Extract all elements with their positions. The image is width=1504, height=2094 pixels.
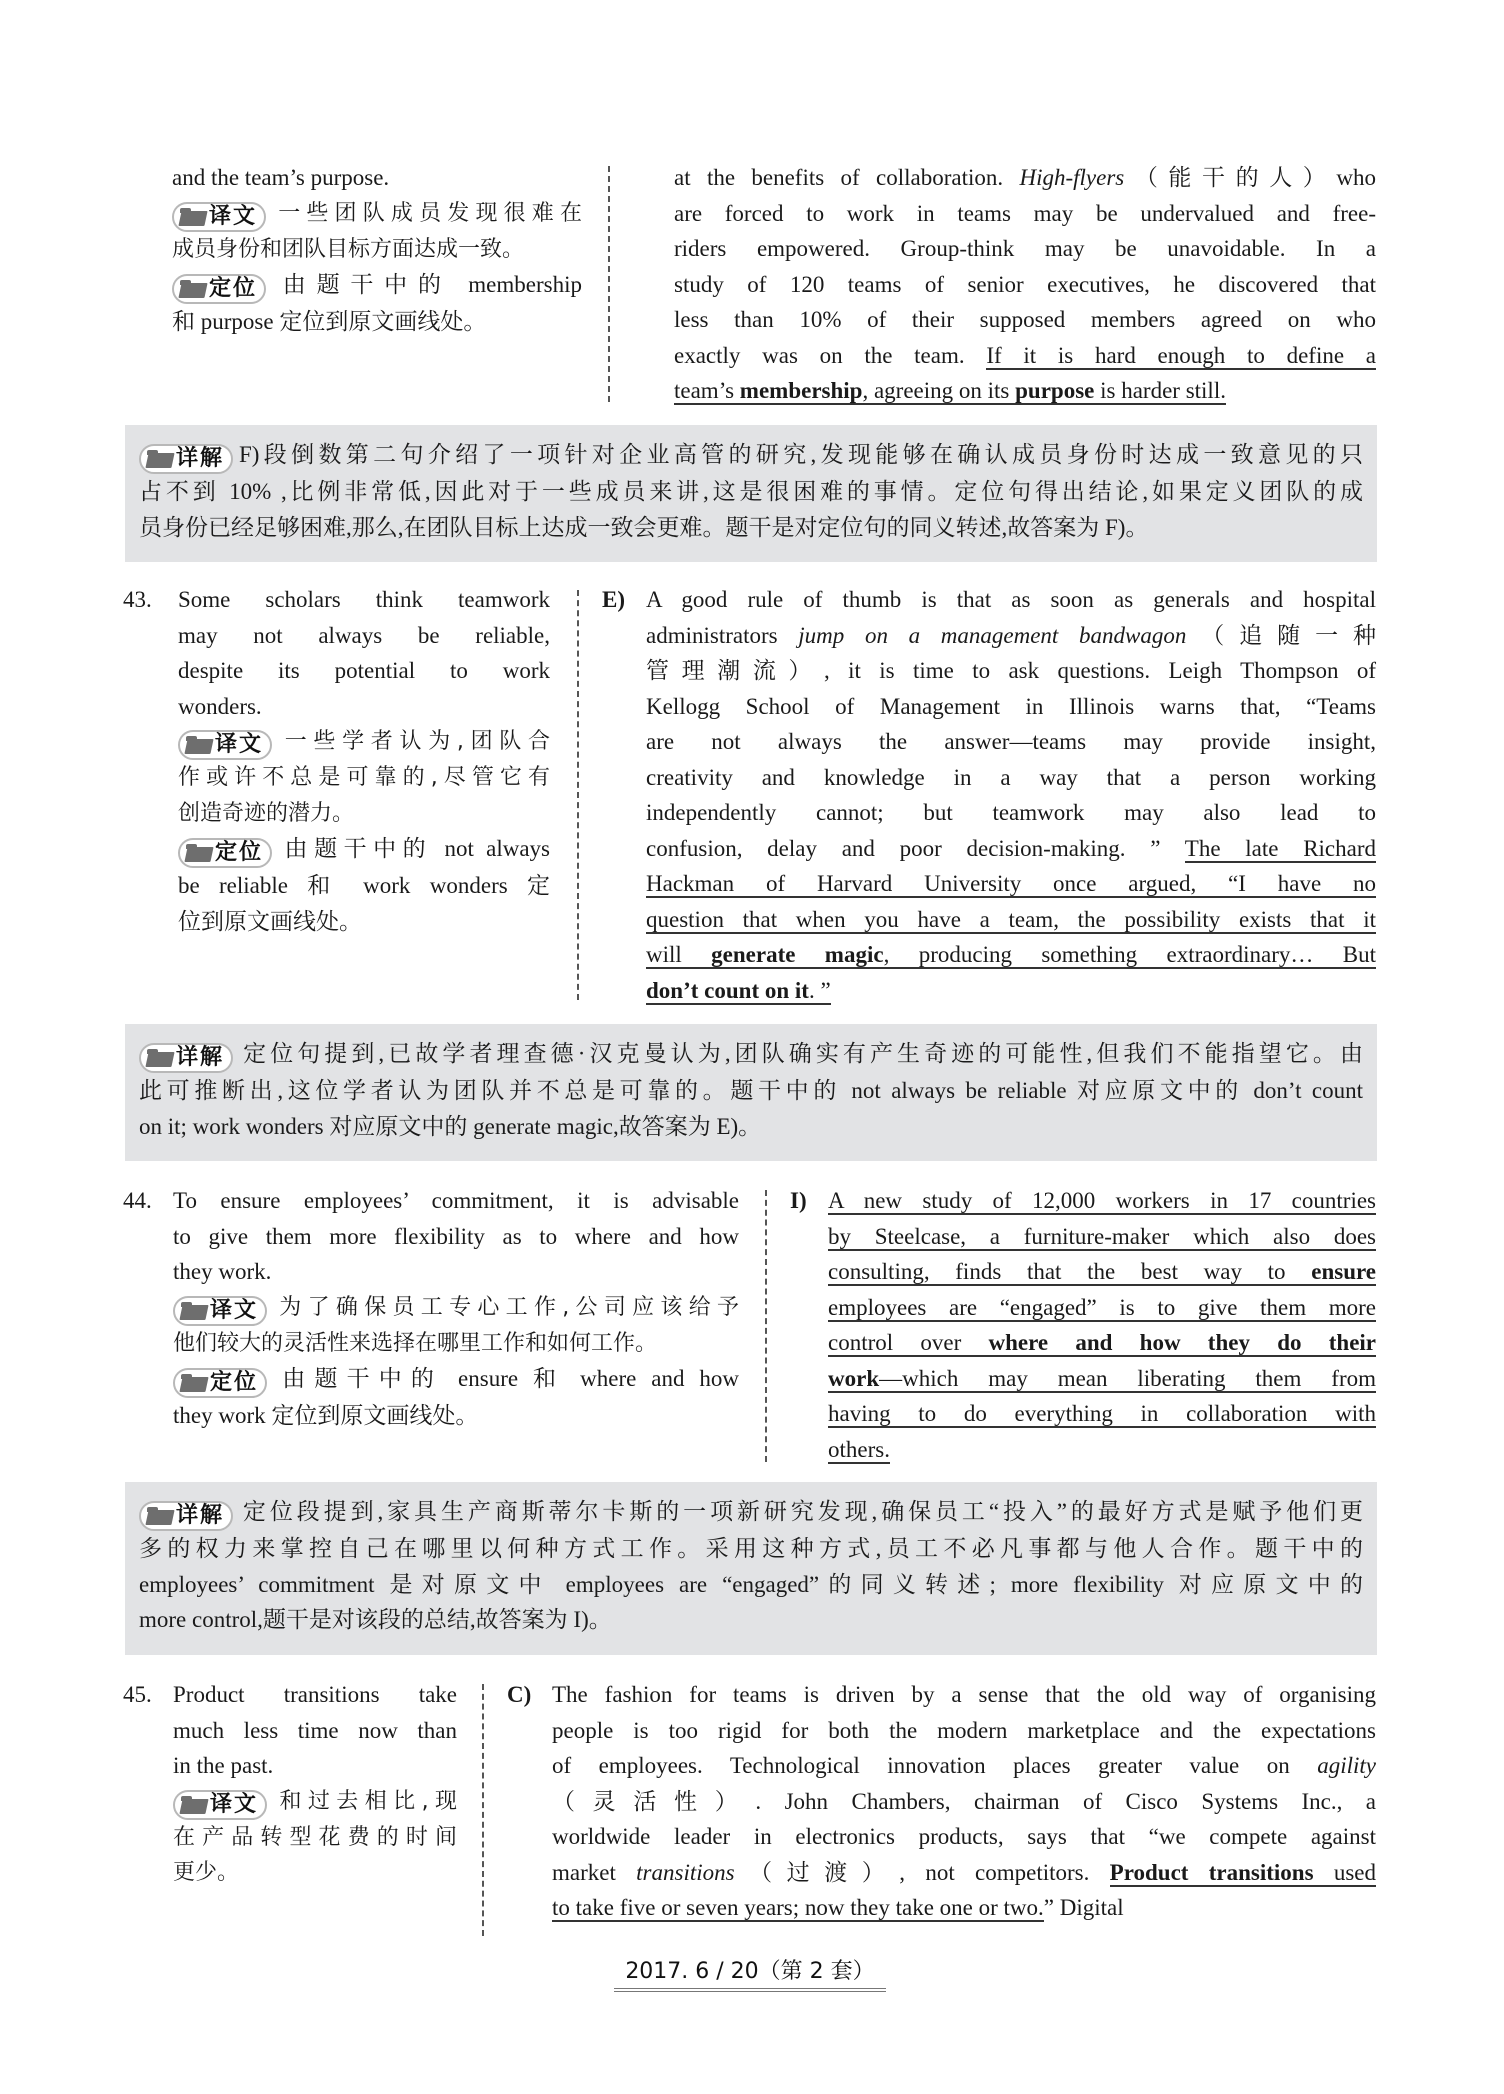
underlined-text: having to do everything in collaboration with: [828, 1401, 1376, 1426]
text-segment: less than 10% of their supposed members agreed on who: [674, 307, 1376, 332]
text-segment: （能干的人）who: [1124, 165, 1376, 190]
translation-tag: 译文: [172, 202, 266, 232]
explain-line: 详解 定位句提到,已故学者理查德·汉克曼认为,团队确实有产生奇迹的可能性,但我们不能指望它。由: [139, 1036, 1363, 1073]
option-letter: C): [507, 1682, 532, 1707]
folder-icon: [181, 1302, 207, 1320]
text-segment: （灵活性）. John Chambers, chairman of Cisco Systems Inc., a: [552, 1788, 1376, 1814]
question-stem-line: wonders.: [178, 693, 262, 719]
folder-icon: [180, 208, 206, 226]
text-segment: A good rule of thumb is that as soon as generals and hospital: [646, 587, 1376, 612]
passage-line: [552, 1819, 1376, 1855]
locate-line: be reliable 和 work wonders 定: [178, 873, 550, 898]
underlined-text: , agreeing on its: [862, 378, 1016, 403]
passage-line: [674, 196, 1376, 232]
passage-line: [646, 795, 1376, 831]
explain-line: 占不到 10% ,比例非常低,因此对于一些成员来讲,这是很困难的事情。定位句得出结论,如果定义团队的成: [139, 479, 1363, 504]
underlined-text: consulting, finds that the best way to: [828, 1259, 1312, 1284]
translation-line: 译文 和过去相比,现: [173, 1784, 457, 1820]
passage-line: [552, 1890, 1376, 1926]
passage-line: [646, 653, 1376, 689]
explain-line: employees’ commitment 是对原文中 employees are “engaged”的同义转述; more flexibility 对应原文中的: [139, 1571, 1363, 1597]
explanation-box-42: [125, 425, 1377, 562]
option-letter: I): [790, 1188, 807, 1213]
explain-tag: 详解: [139, 1043, 233, 1073]
column-divider: [482, 1684, 484, 1936]
passage-line: [828, 1219, 1376, 1255]
question-stem-line: much less time now than: [173, 1717, 457, 1743]
underlined-text: —which may mean liberating them from: [879, 1365, 1376, 1391]
explain-tag: 详解: [139, 1501, 233, 1531]
passage-line: [552, 1677, 1376, 1713]
text-segment: ” Digital: [1043, 1895, 1124, 1920]
passage-line: [552, 1713, 1376, 1749]
question-44-left: [173, 1183, 739, 1434]
text-segment: of employees. Technological innovation places greater value on: [552, 1753, 1318, 1778]
column-divider: [608, 166, 610, 402]
underlined-text: membership: [739, 378, 863, 403]
passage-line: [674, 267, 1376, 303]
folder-icon: [147, 450, 173, 468]
question-number: 45.: [123, 1682, 152, 1707]
text-segment: 管理潮流）, it is time to ask questions. Leigh Thompson of: [646, 658, 1376, 683]
column-divider: [765, 1190, 767, 1462]
translation-line: 译文 一些学者认为,团队合: [178, 724, 550, 760]
italic-text: transitions: [636, 1859, 735, 1885]
underlined-text: will: [646, 942, 712, 967]
underlined-text: by Steelcase, a furniture-maker which also does: [828, 1223, 1376, 1249]
passage-line: [646, 902, 1376, 938]
underlined-text: where and how they do their: [988, 1330, 1376, 1355]
passage-line: [552, 1855, 1376, 1891]
underlined-text: work: [828, 1365, 880, 1391]
locate-tag: 定位: [173, 1368, 267, 1398]
text-segment: （过渡）, not competitors.: [734, 1859, 1110, 1885]
passage-line: [552, 1748, 1376, 1784]
passage-line: [828, 1254, 1376, 1290]
passage-line: [552, 1784, 1376, 1820]
question-stem-line: to give them more flexibility as to where and how: [173, 1223, 739, 1249]
text-segment: at the benefits of collaboration.: [674, 165, 1020, 190]
translation-line: 更少。: [173, 1860, 240, 1885]
underlined-text: don’t count on it: [646, 977, 809, 1003]
explain-line: 详解 F)段倒数第二句介绍了一项针对企业高管的研究,发现能够在确认成员身份时达成一致意见的只: [139, 437, 1363, 474]
locate-line: 定位 由题干中的 not always: [178, 831, 550, 868]
question-45-left: [173, 1677, 457, 1891]
passage-line: [828, 1290, 1376, 1326]
underlined-text: used: [1313, 1859, 1376, 1885]
passage-line: [646, 582, 1376, 618]
text-segment: The fashion for teams is driven by a sense that the old way of organising: [552, 1682, 1376, 1707]
text-segment: confusion, delay and poor decision-making. ”: [646, 835, 1185, 861]
question-stem-line: To ensure employees’ commitment, it is advisable: [173, 1188, 739, 1213]
text-segment: are not always the answer—teams may provide insight,: [646, 729, 1376, 754]
locate-line: 位到原文画线处。: [178, 908, 362, 934]
folder-icon: [147, 1049, 173, 1067]
underlined-text: A new study of 12,000 workers in 17 countries: [828, 1188, 1376, 1213]
underlined-text: ensure: [1311, 1259, 1376, 1284]
passage-45: [552, 1677, 1376, 1926]
underlined-text: The late Richard: [1184, 835, 1376, 861]
text-segment: people is too rigid for both the modern marketplace and the expectations: [552, 1717, 1376, 1743]
translation-line: 在产品转型花费的时间: [173, 1824, 457, 1850]
folder-icon: [181, 1796, 207, 1814]
explain-line: more control,题干是对该段的总结,故答案为 I)。: [139, 1607, 612, 1632]
locate-line: 定位 由题干中的 ensure 和 where and how: [173, 1361, 739, 1398]
question-stem-line: they work.: [173, 1259, 272, 1284]
explanation-box-44: [125, 1482, 1377, 1655]
text-segment: creativity and knowledge in a way that a person working: [646, 764, 1376, 790]
question-stem-line: Product transitions take: [173, 1682, 457, 1707]
explain-line: on it; work wonders 对应原文中的 generate magic,故答案为 E)。: [139, 1113, 762, 1139]
folder-icon: [186, 736, 212, 754]
explain-line: 多的权力来掌控自己在哪里以何种方式工作。采用这种方式,员工不必凡事都与他人合作。题干中的: [139, 1536, 1363, 1561]
underlined-text: If it is hard enough to define a: [986, 342, 1376, 368]
italic-text: High-flyers: [1019, 165, 1125, 190]
passage-43: [646, 582, 1376, 1008]
text-segment: are forced to work in teams may be undervalued and free-: [674, 200, 1376, 226]
text-segment: riders empowered. Group-think may be unavoidable. In a: [674, 236, 1376, 261]
passage-line: [828, 1361, 1376, 1397]
underlined-text: Hackman of Harvard University once argued, “I have no: [646, 871, 1376, 896]
text-segment: independently cannot; but teamwork may also lead to: [646, 800, 1376, 825]
underlined-text: is harder still.: [1094, 378, 1226, 403]
passage-line: [828, 1432, 1376, 1468]
translation-tag: 译文: [173, 1296, 267, 1326]
underlined-text: team’s: [674, 378, 740, 403]
text-segment: market: [552, 1859, 637, 1885]
passage-line: [646, 866, 1376, 902]
underlined-text: employees are “engaged” is to give them more: [828, 1294, 1376, 1320]
passage-line: [646, 760, 1376, 796]
question-number: 44.: [123, 1188, 152, 1213]
question-42-stem-line: and the team’s purpose.: [172, 165, 390, 190]
translation-tag: 译文: [173, 1790, 267, 1820]
passage-42: [674, 160, 1376, 409]
passage-line: [646, 618, 1376, 654]
locate-line: they work 定位到原文画线处。: [173, 1403, 479, 1428]
question-stem-line: Some scholars think teamwork: [178, 587, 550, 612]
question-stem-line: may not always be reliable,: [178, 622, 550, 648]
passage-line: [646, 724, 1376, 760]
translation-line: 成员身份和团队目标方面达成一致。: [172, 236, 525, 262]
underlined-text: generate magic: [711, 942, 884, 967]
underlined-text: question that when you have a team, the possibility exists that it: [646, 906, 1376, 932]
locate-line: 定位 由题干中的 membership: [172, 267, 582, 304]
question-stem-line: in the past.: [173, 1753, 274, 1778]
underlined-text: others.: [828, 1436, 890, 1462]
passage-line: [674, 160, 1376, 196]
translation-tag: 译文: [178, 730, 272, 760]
folder-icon: [180, 280, 206, 298]
page-footer: 2017. 6 / 20（第 2 套）: [614, 1954, 886, 1992]
underlined-text: purpose: [1015, 378, 1095, 403]
underlined-text: . ”: [808, 977, 831, 1003]
translation-line: 他们较大的灵活性来选择在哪里工作和如何工作。: [173, 1330, 658, 1356]
translation-line: 作或许不总是可靠的,尽管它有: [178, 765, 550, 790]
text-segment: exactly was on the team.: [674, 342, 987, 368]
underlined-text: to take five or seven years; now they take one or two.: [552, 1895, 1044, 1920]
explain-line: 员身份已经足够困难,那么,在团队目标上达成一致会更难。题干是对定位句的同义转述,故答案为 F)。: [139, 514, 1149, 540]
text-segment: study of 120 teams of senior executives, he discovered that: [674, 271, 1376, 297]
question-42-left: [172, 160, 582, 340]
passage-line: [674, 231, 1376, 267]
locate-tag: 定位: [172, 274, 266, 304]
locate-tag: 定位: [178, 838, 272, 868]
folder-icon: [186, 844, 212, 862]
passage-line: [646, 831, 1376, 867]
underlined-text: , producing something extraordinary… But: [883, 942, 1377, 967]
text-segment: （追随一种: [1186, 622, 1377, 648]
passage-line: [828, 1183, 1376, 1219]
folder-icon: [181, 1374, 207, 1392]
text-segment: worldwide leader in electronics products, says that “we compete against: [552, 1824, 1376, 1849]
question-stem-line: despite its potential to work: [178, 658, 550, 683]
translation-line: 译文 为了确保员工专心工作,公司应该给予: [173, 1290, 739, 1326]
underlined-text: control over: [828, 1330, 989, 1355]
passage-line: [674, 338, 1376, 374]
italic-text: jump on a management bandwagon: [798, 622, 1187, 648]
translation-line: 创造奇迹的潜力。: [178, 800, 355, 826]
question-43-left: [178, 582, 550, 939]
explain-line: 详解 定位段提到,家具生产商斯蒂尔卡斯的一项新研究发现,确保员工“投入”的最好方式是赋予他们更: [139, 1494, 1363, 1531]
passage-line: [646, 973, 1376, 1009]
translation-line: 译文 一些团队成员发现很难在: [172, 196, 582, 232]
passage-line: [674, 302, 1376, 338]
explanation-box-43: [125, 1024, 1377, 1161]
question-number: 43.: [123, 587, 152, 612]
column-divider: [577, 590, 579, 1000]
option-letter: E): [602, 587, 625, 612]
passage-44: [828, 1183, 1376, 1467]
locate-line: 和 purpose 定位到原文画线处。: [172, 309, 487, 334]
passage-line: [674, 373, 1376, 409]
folder-icon: [147, 1507, 173, 1525]
text-segment: Kellogg School of Management in Illinois warns that, “Teams: [646, 693, 1376, 719]
explain-line: 此可推断出,这位学者认为团队并不总是可靠的。题干中的 not always be reliable 对应原文中的 don’t count: [139, 1078, 1363, 1103]
italic-text: agility: [1317, 1753, 1376, 1778]
passage-line: [828, 1325, 1376, 1361]
explain-tag: 详解: [139, 444, 233, 474]
text-segment: administrators: [646, 622, 799, 648]
passage-line: [646, 689, 1376, 725]
passage-line: [646, 937, 1376, 973]
underlined-text: Product transitions: [1109, 1859, 1314, 1885]
passage-line: [828, 1396, 1376, 1432]
